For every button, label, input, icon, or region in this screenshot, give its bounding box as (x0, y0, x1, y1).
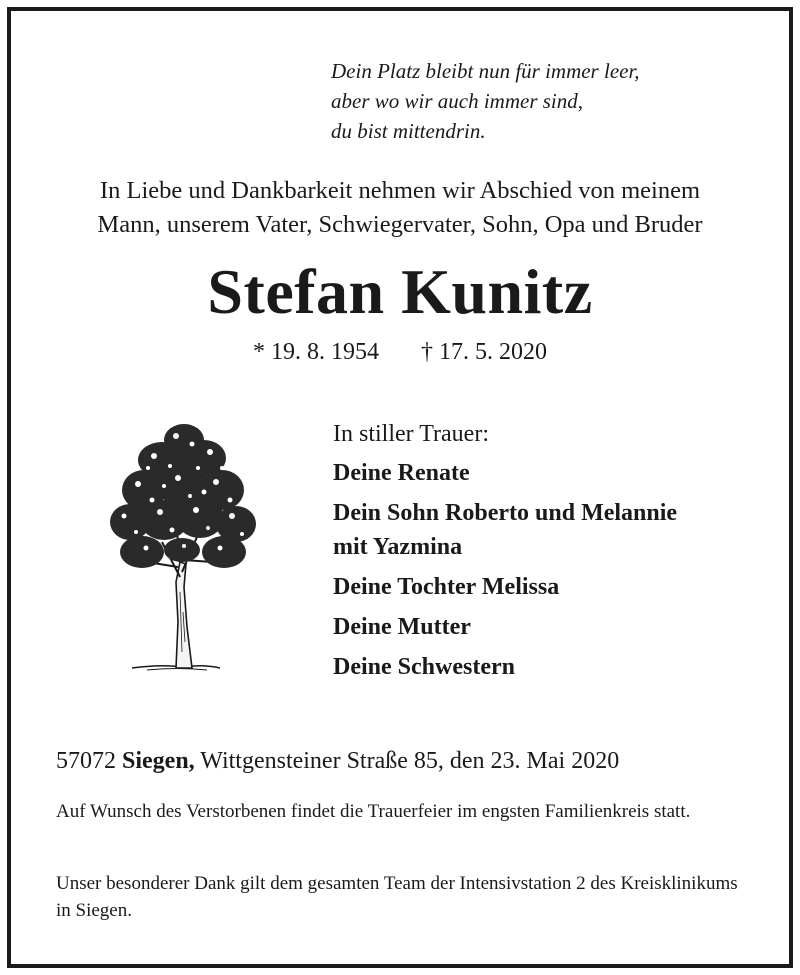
life-dates (0, 336, 800, 368)
mourner-name: Deine Renate (333, 460, 470, 486)
mourner-name-line: mit Yazmina (333, 534, 463, 560)
thanks-note: Unser besonderer Dank gilt dem gesamten Team der Intensivstation 2 des Kreisklinikums in Siegen. (56, 873, 738, 921)
poem-line: aber wo wir auch immer sind, (331, 89, 583, 113)
mourner-name: Deine Tochter Melissa (333, 574, 560, 600)
intro-line: In Liebe und Dankbarkeit nehmen wir Abschied von meinem (99, 177, 701, 204)
poem-line: du bist mittendrin. (331, 119, 486, 143)
mourner-name: Deine Mutter (333, 614, 471, 640)
birth-date: * 19. 8. 1954 (253, 339, 379, 365)
tree-icon (92, 412, 272, 674)
death-date: † 17. 5. 2020 (421, 339, 547, 365)
address-zip: 57072 (56, 748, 116, 774)
funeral-note: Auf Wunsch des Verstorbenen findet die Trauerfeier im engsten Familienkreis statt. (56, 801, 691, 822)
deceased-name: Stefan Kunitz (207, 256, 593, 327)
intro-line: Mann, unserem Vater, Schwiegervater, Sohn, Opa und Bruder (97, 211, 703, 238)
poem-line: Dein Platz bleibt nun für immer leer, (331, 59, 640, 83)
address-line (56, 745, 619, 777)
address-street-date: Wittgensteiner Straße 85, den 23. Mai 2020 (200, 748, 620, 774)
mourners-list (333, 418, 677, 690)
mourner-name-line: Dein Sohn Roberto und Melannie (333, 500, 678, 526)
mourner-name (333, 496, 677, 564)
mourning-lead: In stiller Trauer: (333, 421, 489, 447)
mourner-name: Deine Schwestern (333, 654, 515, 680)
address-city: Siegen, (122, 748, 195, 774)
memorial-poem (331, 56, 640, 146)
intro-text (0, 174, 800, 242)
